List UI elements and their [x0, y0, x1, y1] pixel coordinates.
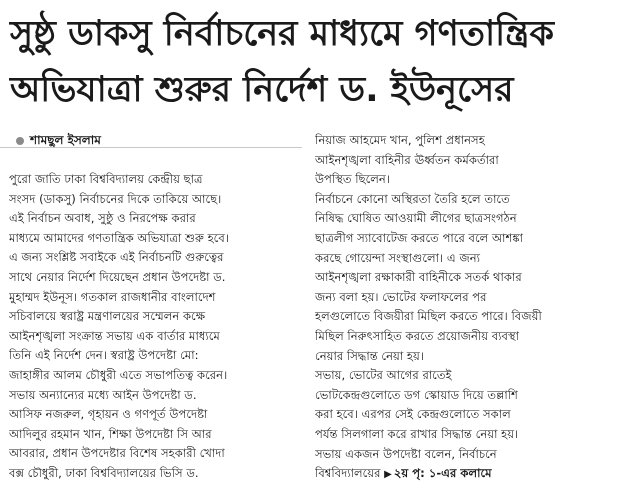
bullet-icon — [16, 137, 24, 145]
text-line: জন্য বলা হয়। ভোটের ফলাফলের পর — [315, 289, 487, 304]
text-line: আদিলুর রহমান খান, শিক্ষা উপদেষ্টা সি আর — [9, 426, 212, 441]
text-line: উপস্থিত ছিলেন। — [315, 172, 390, 187]
text-line: আইনশৃঙ্খলা রক্ষাকারী বাহিনীকে সতর্ক থাকার — [315, 270, 522, 285]
text-line: নিষিদ্ধ ঘোষিত আওয়ামী লীগের ছাত্রসংগঠন — [315, 211, 517, 226]
text-line: সাথে নেয়ার নির্দেশ দিয়েছেন প্রধান উপদেষ্টা ড. — [9, 269, 226, 284]
headline-line-2: অভিযাত্রা শুরুর নির্দেশ ড. ইউনূসের — [10, 70, 514, 110]
left-column — [9, 130, 305, 484]
text-line: সভায় অন্যান্যের মধ্যে আইন উপদেষ্টা ড. — [9, 387, 197, 402]
text-line: বক্স চৌধুরী, ঢাকা বিশ্ববিদ্যালয়ের ভিসি ড. — [9, 465, 199, 480]
text-line: হলগুলোতে বিজয়ীরা মিছিল করতে পারে। বিজয়ী — [315, 309, 542, 324]
text-line: মুহাম্মদ ইউনূস। গতকাল রাজধানীর বাংলাদেশ — [9, 289, 216, 304]
text-line: আইনশৃঙ্খলা বাহিনীর ঊর্ধ্বতন কর্মকর্তারা — [315, 152, 499, 167]
text-line: সচিবালয়ে স্বরাষ্ট্র মন্ত্রণালয়ের সম্মেলন কক্ষে — [9, 309, 206, 324]
last-text-line — [315, 464, 611, 484]
text-line: করছে গোয়েন্দা সংস্থাগুলো। এ জন্য — [315, 250, 480, 265]
right-column — [315, 131, 611, 484]
headline — [10, 6, 610, 118]
text-line: আইনশৃঙ্খলা সংক্রান্ত সভায় এক বার্তার মাধ্যমে — [9, 328, 220, 343]
author-name: শামছুল ইসলাম — [30, 133, 101, 148]
text-line: ছাত্রলীগ স্যাবোটেজ করতে পারে বলে আশঙ্কা — [315, 230, 523, 245]
text-line: নির্বাচনে কোনো অস্থিরতা তৈরি হলে তাতে — [315, 191, 510, 206]
body-text-right — [315, 131, 611, 484]
headline-line-1: সুষ্ঠু ডাকসু নির্বাচনের মাধ্যমে গণতান্ত্রিক — [10, 14, 554, 54]
text-line: সংসদ (ডাকসু) নির্বাচনের দিকে তাকিয়ে আছে। — [9, 191, 222, 206]
text-line: করা হবে। এরপর সেই কেন্দ্রগুলোতে সকাল — [315, 407, 511, 422]
continuation-note[interactable] — [384, 466, 491, 480]
text-fragment: বিশ্ববিদ্যালয়ের — [315, 466, 381, 481]
text-line: জাহাঙ্গীর আলম চৌধুরী এতে সভাপতিত্ব করেন। — [9, 367, 228, 382]
text-line: তিনি এই নির্দেশ দেন। স্বরাষ্ট্র উপদেষ্টা মো: — [9, 348, 199, 363]
text-line: এই নির্বাচন অবাধ, সুষ্ঠু ও নিরপেক্ষ করার — [9, 211, 196, 226]
text-line: নিয়াজ আহমেদ খান, পুলিশ প্রধানসহ — [315, 133, 485, 147]
text-line: মিছিল নিরুৎসাহিত করতে প্রয়োজনীয় ব্যবস্থা — [315, 328, 520, 343]
text-line: পুরো জাতি ঢাকা বিশ্ববিদ্যালয় কেন্দ্রীয় ছাত্র — [9, 172, 203, 186]
text-line: সভায় একজন উপদেষ্টা বলেন, নির্বাচনে — [315, 446, 497, 461]
byline — [16, 130, 305, 152]
text-line: এ জন্য সংশ্লিষ্ট সবাইকে এই নির্বাচনটি গুরুত্বের — [9, 250, 224, 265]
text-line: আসিফ নজরুল, গৃহায়ন ও গণপূর্ত উপদেষ্টা — [9, 407, 208, 422]
text-line: মাধ্যমে আমাদের গণতান্ত্রিক অভিযাত্রা শুরু হবে। — [9, 230, 229, 245]
text-line: পর্যন্ত সিলগালা করে রাখার সিদ্ধান্ত নেয়া হয়। — [315, 426, 519, 441]
text-line: ভোটকেন্দ্রগুলোতে ডগ স্কোয়াড দিয়ে তল্লাশি — [315, 387, 518, 402]
continuation-label: ২য় পৃ: ১-এর কলামে — [393, 466, 492, 481]
body-text-left — [9, 170, 305, 484]
arrow-right-icon: ▶ — [384, 469, 392, 481]
text-line: আবরার, প্রধান উপদেষ্টার বিশেষ সহকারী খোদা — [9, 446, 225, 461]
text-line: সভায়, ভোটের আগের রাতেই — [315, 368, 452, 383]
text-line: নেয়ার সিদ্ধান্ত নেয়া হয়। — [315, 348, 424, 363]
